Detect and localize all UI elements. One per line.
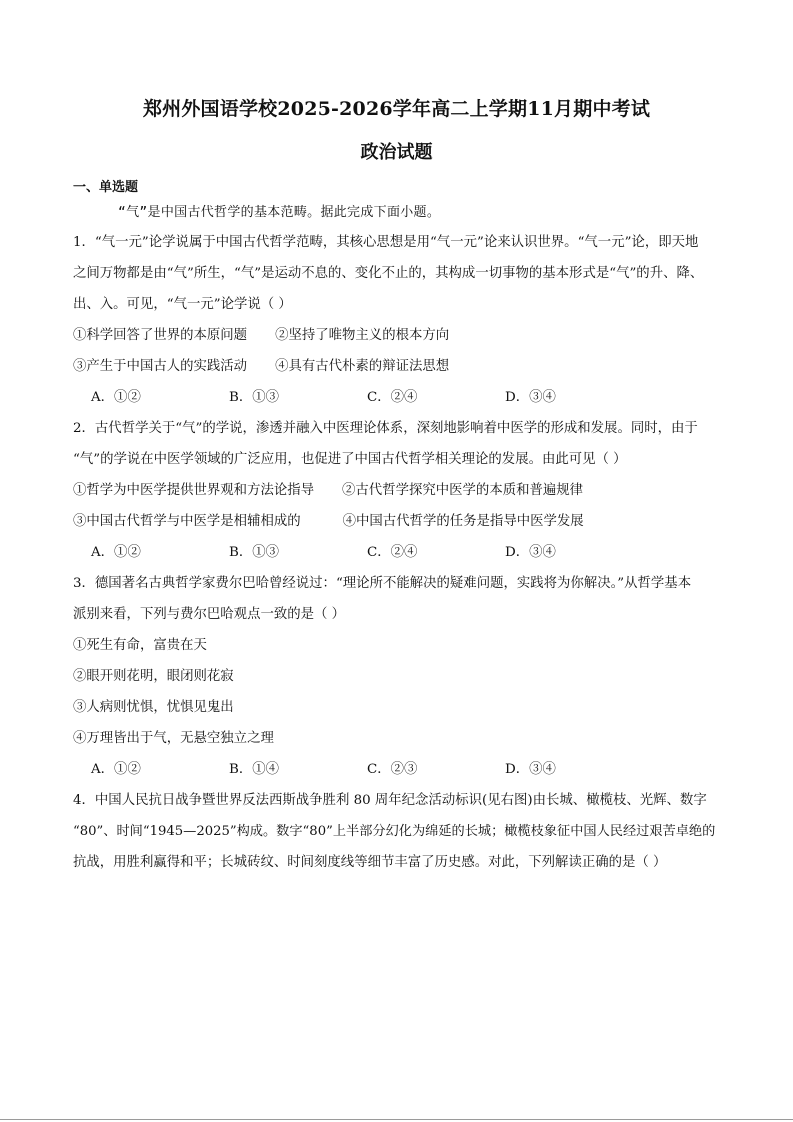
question-stem-line: “80”、时间“1945—2025”构成。数字“80”上半部分幻化为绵延的长城；橄榄枝象征中国人民经过艰苦卓绝的 — [73, 824, 716, 839]
statement-option: ④具有古代朴素的辩证法思想 — [275, 359, 450, 374]
question-list — [73, 227, 721, 878]
page-bottom-divider — [0, 1119, 793, 1120]
choice-b[interactable]: B．①③ — [229, 390, 280, 405]
option-row — [73, 692, 721, 723]
answer-choices — [73, 537, 721, 568]
exam-subtitle: 政治试题 — [360, 142, 433, 163]
choice-b[interactable]: B．①③ — [229, 545, 280, 560]
question-stem-line: 抗战，用胜利赢得和平；长城砖纹、时间刻度线等细节丰富了历史感。对此，下列解读正确的是（ ） — [73, 855, 667, 870]
question-3 — [73, 568, 721, 785]
question-1 — [73, 227, 721, 413]
exam-title: 郑州外国语学校2025-2026学年高二上学期11月期中考试 — [142, 98, 651, 120]
statement-option: ①死生有命，富贵在天 — [73, 638, 207, 653]
statement-option: ①哲学为中医学提供世界观和方法论指导 — [73, 483, 315, 498]
statement-option: ②眼开则花明，眼闭则花寂 — [73, 669, 234, 684]
option-row — [73, 475, 721, 506]
choice-d[interactable]: D．③④ — [505, 545, 556, 560]
choice-c[interactable]: C．②④ — [367, 545, 418, 560]
question-stem-line: 1．“气一元”论学说属于中国古代哲学范畴，其核心思想是用“气一元”论来认识世界。“气一元”论，即天地 — [73, 235, 699, 250]
choice-c[interactable]: C．②④ — [367, 390, 418, 405]
question-stem-line: “气”的学说在中医学领域的广泛应用，也促进了中国古代哲学相关理论的发展。由此可见（ ） — [73, 452, 627, 467]
statement-option: ④中国古代哲学的任务是指导中医学发展 — [342, 514, 584, 529]
question-stem-line: 派别来看，下列与费尔巴哈观点一致的是（ ） — [73, 607, 346, 622]
answer-choices — [73, 382, 721, 413]
answer-choices — [73, 754, 721, 785]
choice-d[interactable]: D．③④ — [505, 390, 556, 405]
option-row — [73, 723, 721, 754]
question-stem-line: 3．德国著名古典哲学家费尔巴哈曾经说过：“理论所不能解决的疑难问题，实践将为你解决。”从哲学基本 — [73, 576, 692, 591]
choice-b[interactable]: B．①④ — [229, 762, 280, 777]
question-2 — [73, 413, 721, 568]
question-4 — [73, 785, 721, 878]
option-row — [73, 351, 721, 382]
question-stem-line: 4．中国人民抗日战争暨世界反法西斯战争胜利 80 周年纪念活动标识(见右图)由长城、橄榄枝、光辉、数字 — [73, 793, 707, 808]
question-stem-line: 之间万物都是由“气”所生，“气”是运动不息的、变化不止的，其构成一切事物的基本形式是“气”的升、降、 — [73, 266, 704, 281]
statement-option: ③中国古代哲学与中医学是相辅相成的 — [73, 514, 301, 529]
choice-a[interactable]: A．①② — [91, 545, 141, 560]
choice-a[interactable]: A．①② — [91, 390, 141, 405]
statement-option: ③产生于中国古人的实践活动 — [73, 359, 248, 374]
question-stem-line: 出、入。可见，“气一元”论学说（ ） — [73, 297, 292, 312]
statement-option: ②坚持了唯物主义的根本方向 — [275, 328, 450, 343]
statement-option: ②古代哲学探究中医学的本质和普遍规律 — [342, 483, 584, 498]
choice-c[interactable]: C．②③ — [367, 762, 418, 777]
option-row — [73, 630, 721, 661]
choice-d[interactable]: D．③④ — [505, 762, 556, 777]
section-heading: 一、单选题 — [73, 180, 139, 195]
question-stem-line: 2．古代哲学关于“气”的学说，渗透并融入中医理论体系，深刻地影响着中医学的形成和发展。同时，由于 — [73, 421, 698, 436]
statement-option: ①科学回答了世界的本原问题 — [73, 328, 248, 343]
option-row — [73, 506, 721, 537]
option-row — [73, 661, 721, 692]
section-intro: “气”是中国古代哲学的基本范畴。据此完成下面小题。 — [118, 205, 441, 220]
choice-a[interactable]: A．①② — [91, 762, 141, 777]
option-row — [73, 320, 721, 351]
statement-option: ④万理皆出于气，无悬空独立之理 — [73, 731, 274, 746]
statement-option: ③人病则忧惧，忧惧见鬼出 — [73, 700, 234, 715]
